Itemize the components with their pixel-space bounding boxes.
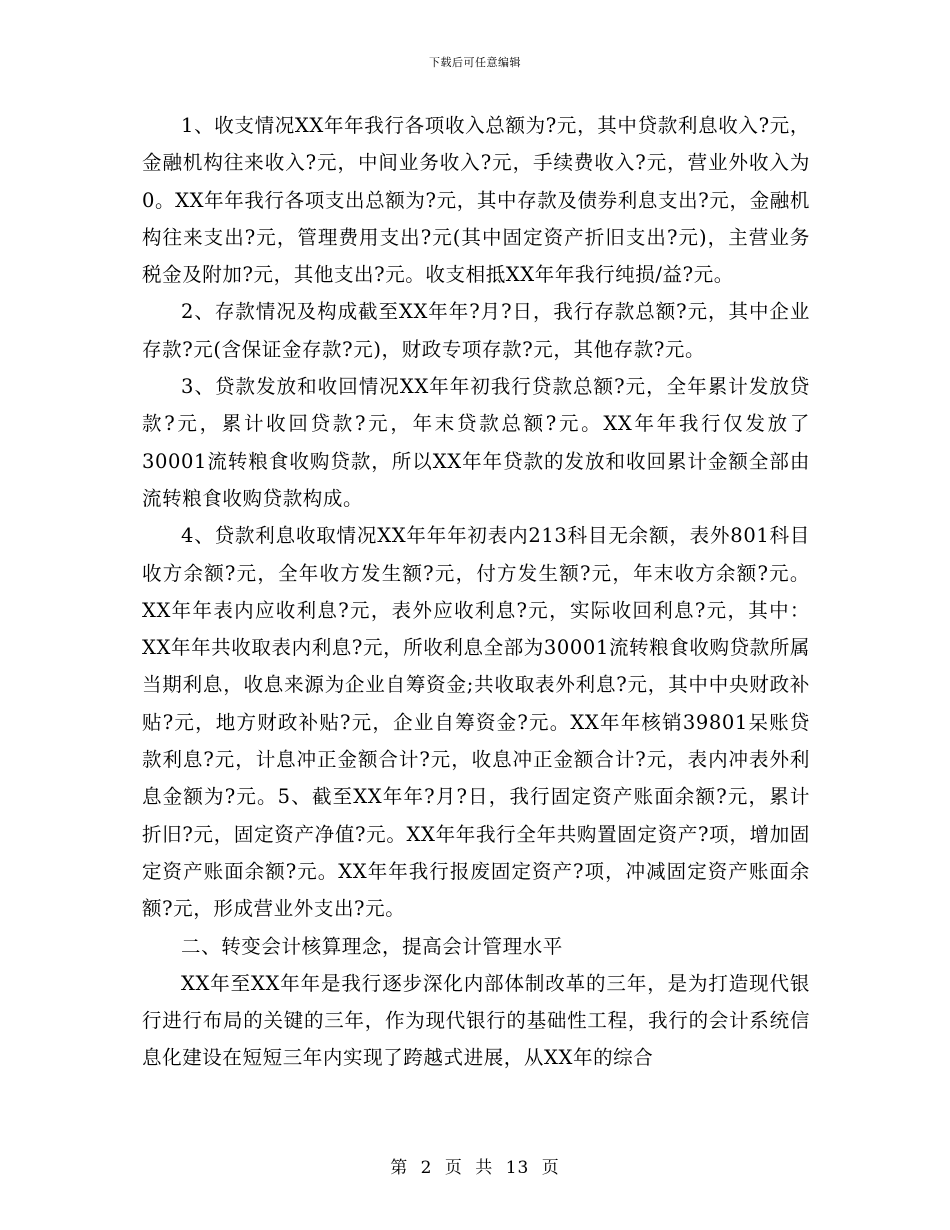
paragraph-loans: 3、贷款发放和收回情况XX年年初我行贷款总额?元，全年累计发放贷款?元，累计收回贷款?元，年末贷款总额?元。XX年年我行仅发放了30001流转粮食收购贷款，所以XX年年贷款的发放和收回累计金额全部由流转粮食收购贷款构成。: [142, 375, 810, 510]
document-body: [142, 107, 810, 1077]
page-header-note: 下载后可任意编辑: [429, 56, 521, 69]
paragraph-income-expense: 1、收支情况XX年年我行各项收入总额为?元，其中贷款利息收入?元，金融机构往来收入?元，中间业务收入?元，手续费收入?元，营业外收入为0。XX年年我行各项支出总额为?元，其中存款及债券利息支出?元，金融机构往来支出?元，管理费用支出?元(其中固定资产折旧支出?元)，主营业务税金及附加?元，其他支出?元。收支相抵XX年年我行纯损/益?元。: [142, 114, 810, 287]
page-number: 第 2 页 共 13 页: [390, 1158, 560, 1178]
paragraph-deposits: 2、存款情况及构成截至XX年年?月?日，我行存款总额?元，其中企业存款?元(含保证金存款?元)，财政专项存款?元，其他存款?元。: [142, 300, 810, 361]
paragraph-loan-interest: 4、贷款利息收取情况XX年年年初表内213科目无余额，表外801科目收方余额?元，全年收方发生额?元，付方发生额?元，年末收方余额?元。XX年年表内应收利息?元，表外应收利息?元，实际收回利息?元，其中：XX年年共收取表内利息?元，所收利息全部为30001流转粮食收购贷款所属当期利息，收息来源为企业自筹资金;共收取表外利息?元，其中中央财政补贴?元，地方财政补贴?元，企业自筹资金?元。XX年年核销39801呆账贷款利息?元，计息冲正金额合计?元，收息冲正金额合计?元，表内冲表外利息金额为?元。5、截至XX年年?月?日，我行固定资产账面余额?元，累计折旧?元，固定资产净值?元。XX年年我行全年共购置固定资产?项，增加固定资产账面余额?元。XX年年我行报废固定资产?项，冲减固定资产账面余额?元，形成营业外支出?元。: [142, 524, 810, 921]
paragraph-reform: XX年至XX年年是我行逐步深化内部体制改革的三年，是为打造现代银行进行布局的关键的三年，作为现代银行的基础性工程，我行的会计系统信息化建设在短短三年内实现了跨越式进展，从XX年的综合: [142, 971, 810, 1070]
section-heading: 二、转变会计核算理念，提高会计管理水平: [181, 934, 563, 958]
